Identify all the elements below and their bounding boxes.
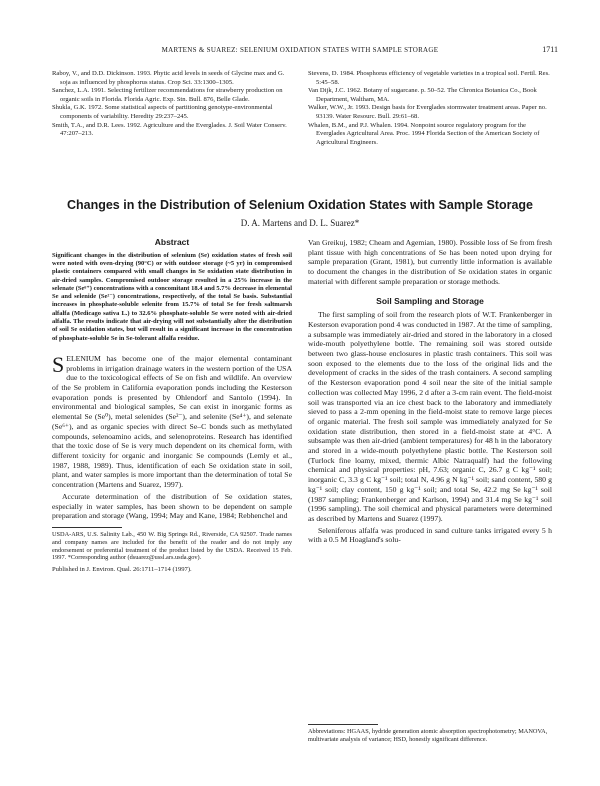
article-title: Changes in the Distribution of Selenium Oxidation States with Sample Storage xyxy=(66,198,534,212)
reference-item: Smith, T.A., and D.R. Lees. 1992. Agriculture and the Everglades. J. Soil Water Conserv. 47:207–213. xyxy=(52,121,287,138)
section-heading: Soil Sampling and Storage xyxy=(376,295,484,306)
running-head: MARTENS & SUAREZ: SELENIUM OXIDATION STATES WITH SAMPLE STORAGE xyxy=(161,46,439,54)
body-paragraph: Accurate determination of the distribution of Se oxidation states, especially in water samples, has been shown to be dependent on sample preparation and storage (Wang, 1994; May and Kane, 1984; Rebhenchel and xyxy=(52,491,292,521)
affiliation-footnote: USDA-ARS, U.S. Salinity Lab., 450 W. Big Springs Rd., Riverside, CA 92507. Trade names and company names are included for the benefit of the reader and do not imply any endorsement or preferential treatment of the product listed by the USDA. Received 15 Feb. 1997. *Corresponding author (dsuarez@ussl.ars.usda.gov). xyxy=(52,530,292,562)
references-left xyxy=(52,70,292,139)
right-column xyxy=(308,238,552,547)
reference-item: Walker, W.W., Jr. 1993. Design basis for Everglades stormwater treatment areas. Paper no. 93139. Water Resourc. Bull. 29:61–68. xyxy=(308,104,547,120)
abstract-text: Significant changes in the distribution of selenium (Se) oxidation states of fresh soil were noted with oven-drying (90°C) or with outdoor storage (~5 yr) in compromised plastic containers compared with small changes in Se oxidation state distribution in air-dried samples. Compromised outdoor storage resulted in a 25% increase in the selenate (Se⁶⁺) concentrations with a concomitant 18.4 and 5.7% decrease in elemental Se and selenide (Se²⁻) concentrations, respectively, of the total Se basis. Substantial increases in phosphate-soluble selenite from 15.7% of total Se for fresh saltmarsh alfalfa (Medicago sativa L.) to 32.6% phosphate-soluble Se were noted with air-dried alfalfa. The results indicate that air-drying will not substantially alter the distribution of soil Se oxidation states, but will result in a significant increase in the concentration of phosphate-soluble Se in Se-tolerant alfalfa residue. xyxy=(52,251,292,342)
references-right xyxy=(308,70,552,147)
abbreviations-footnote xyxy=(308,724,552,744)
reference-item: Van Dijk, J.C. 1962. Botany of sugarcane. p. 50–52. The Chronica Botanica Co., Book Department, Waltham, MA. xyxy=(308,87,537,103)
body-paragraph: Seleniferous alfalfa was produced in sand culture tanks irrigated every 5 h with a 0.5 M Hoagland's solu- xyxy=(308,525,552,545)
publication-line: Published in J. Environ. Qual. 26:1711–1714 (1997). xyxy=(52,566,192,574)
reference-item: Whalen, B.M., and P.J. Whalen. 1994. Nonpoint source regulatory program for the Everglades Agricultural Area. Proc. 1994 Florida Section of the American Society of Agricultural Engineers. xyxy=(308,121,540,146)
left-column xyxy=(52,238,292,574)
footnote-rule xyxy=(308,724,378,725)
article-authors: D. A. Martens and D. L. Suarez* xyxy=(240,218,360,228)
reference-item: Stevens, D. 1984. Phosphorus efficiency of vegetable varieties in a tropical soil. Fertil. Res. 5:45–58. xyxy=(308,70,550,86)
abstract-heading: Abstract xyxy=(154,237,190,247)
reference-item: Sanchez, L.A. 1991. Selecting fertilizer recommendations for strawberry production on organic soils in Florida. Florida Agric. Exp. Stn. Bull. 876, Belle Glade. xyxy=(52,87,283,103)
abbreviations-text: Abbreviations: HGAAS, hydride generation atomic absorption spectrophotometry; MANOVA, multivariate analysis of variance; HSD, honestly significant difference. xyxy=(308,728,548,743)
drop-cap: S xyxy=(52,351,65,377)
body-paragraph: Van Greikuj, 1982; Cheam and Agemian, 1980). Possible loss of Se from fresh plant tissue with high concentrations of Se has been noted upon drying for sample preparation (Grant, 1981), but currently little information is available to document the changes in the distribution of Se oxidation states in organic material with different sample preparation or storage methods. xyxy=(308,238,552,286)
intro-paragraph xyxy=(52,351,292,490)
reference-item: Raboy, V., and D.D. Dickinson. 1993. Phytic acid levels in seeds of Glycine max and G. soja as influenced by phosphorus status. Crop Sci. 33:1300–1305. xyxy=(52,70,285,86)
footnote-rule xyxy=(52,527,122,528)
body-paragraph: The first sampling of soil from the research plots of W.T. Frankenberger in Kesterson evaporation pond 4 was conducted in 1987. At the time of sampling, a subsample was immediately air-dried and stored in the laboratory in a closed wide-mouth polyethylene bottle. The remaining soil was stored outside between two glass-house enclosures in plastic trash containers. This soil was soon exposed to the elements due to the loss of the original lids and the development of cracks in the sides of the trash containers. A second sampling of the Kesterson evaporation pond 4 soil near the site of the initial sample collection was collected May 1996, 2 d after a 3-cm rain event. The field-moist soil was transported via an ice chest back to the laboratory and immediately sieved to pass a 2-mm opening in the field-moist state to remove large pieces of organic material. The fresh soil sample was immediately analyzed for Se oxidation state distribution, then stored in a field-moist state at 4°C. A subsample was then air-dried (ambient temperatures) for 48 h in the laboratory and stored in a wide-mouth polyethylene plastic bottle. The Kesterson soil (Turlock fine loamy, mixed, thermic Albic Natraqualf) had the following chemical and physical properties: pH, 7.63; organic C, 26.7 g C kg⁻¹ soil; inorganic C, 3.3 g C kg⁻¹ soil; total N, 4.96 g N kg⁻¹ soil; sand content, 580 g kg⁻¹ soil; clay content, 150 g kg⁻¹ soil; and total Se, 42.2 mg Se kg⁻¹ soil (1987 sampling; Frankenberger and Karlson, 1994) and 31.4 mg Se kg⁻¹ soil (1996 sampling). The soil chemical and physical parameters were determined as described by Martens and Suarez (1997). xyxy=(308,310,552,523)
intro-text: ELENIUM has become one of the major elemental contaminant problems in irrigation drainage waters in the western portion of the USA due to the toxicological effects of Se on fish and wildlife. An overview of the Se problem in California evaporation ponds including the Kesterson evaporation ponds is presented by Ohlendorf and Santolo (1994). In environmental and biological samples, Se can exist in inorganic forms as elemental Se (Se⁰), metal selenides (Se²⁻), and selenite (Se⁴⁺), and selenate (Se⁶⁺), and as organic species with direct Se–C bonds such as methylated compounds, selenoamino acids, and selenoproteins. Research has identified that the toxic dose of Se is very much dependent on its chemical form, with different toxicity for organic and inorganic Se compounds (Lemly et al., 1987, 1988, 1989). Thus, identification of each Se oxidation state in soil, plant, and water samples is more important than the determination of total Se concentration (Martens and Suarez, 1997). xyxy=(52,353,292,490)
reference-item: Shukla, G.K. 1972. Some statistical aspects of partitioning genotype-environmental components of variability. Heredity 29:237–245. xyxy=(52,104,273,120)
page-number: 1711 xyxy=(542,45,558,54)
